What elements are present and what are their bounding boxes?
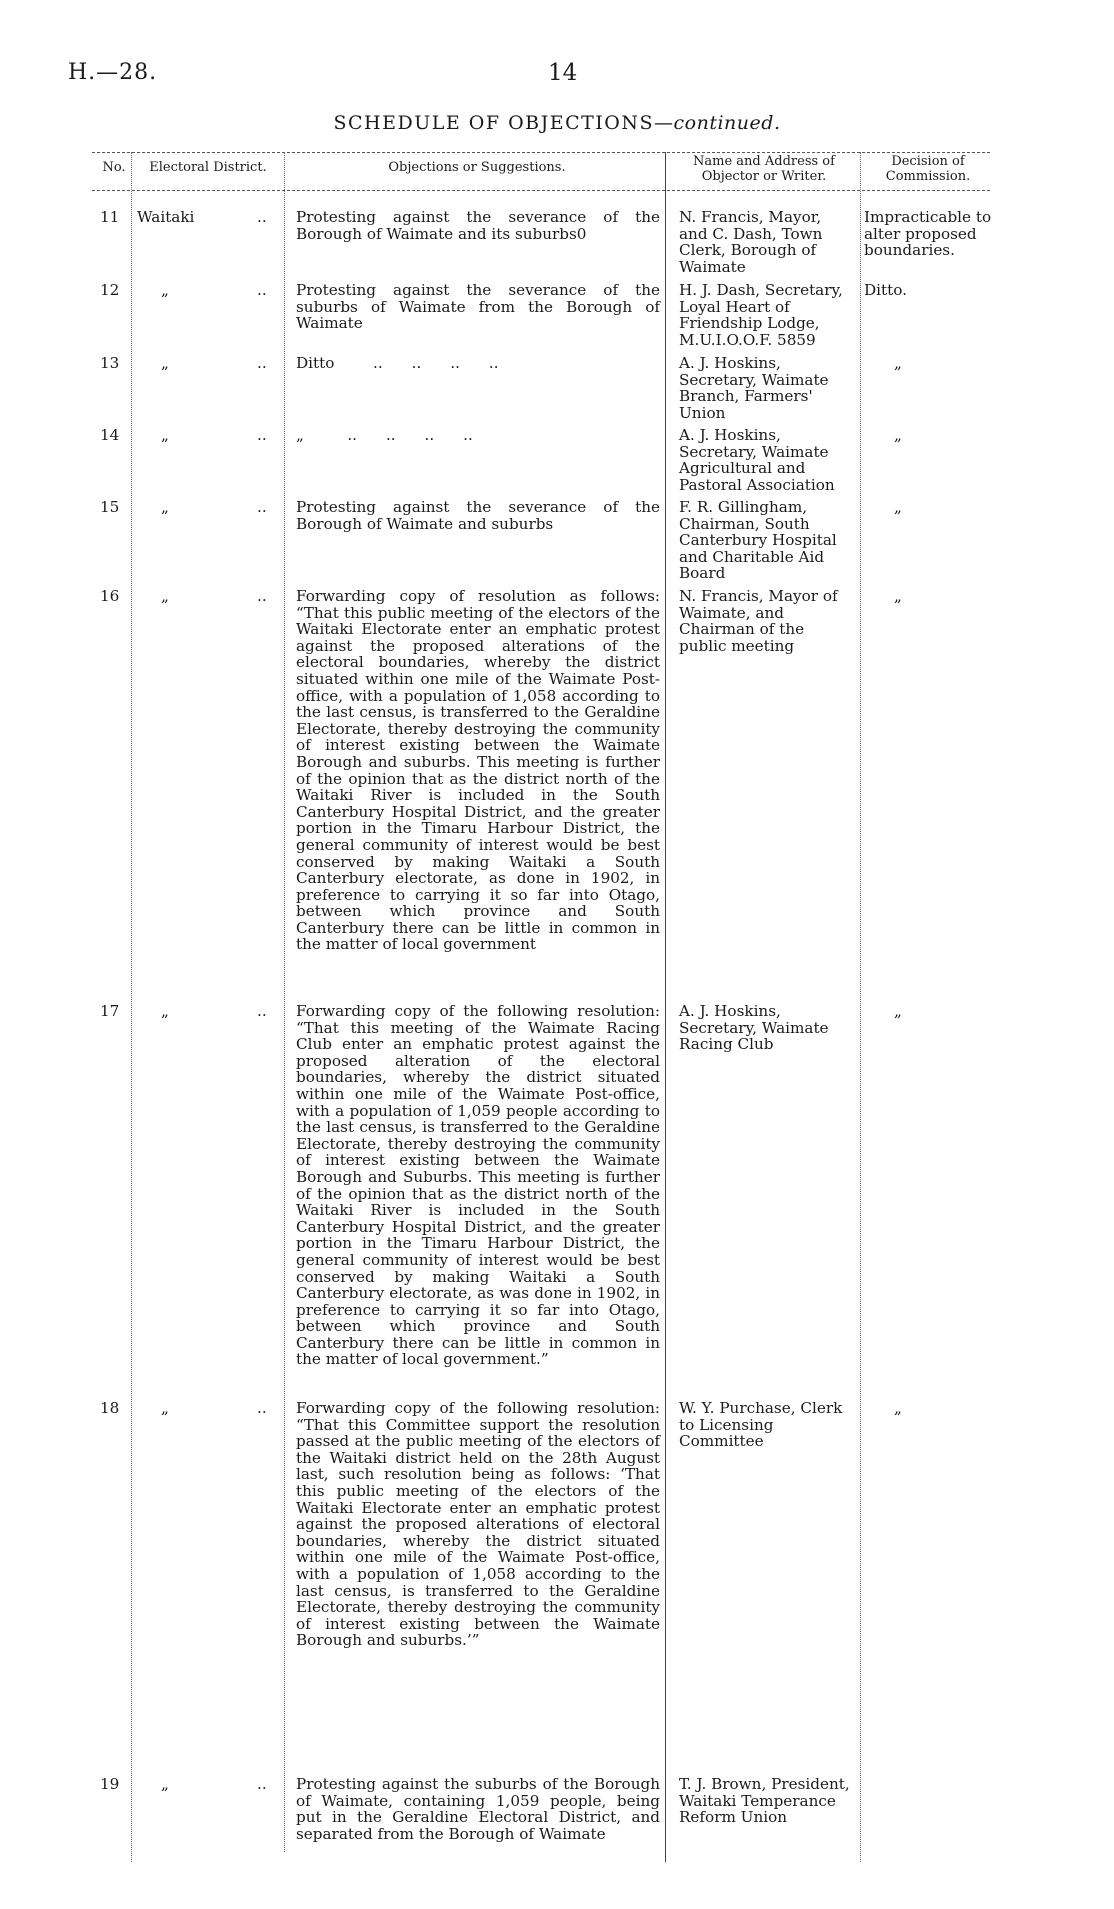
objector-name: A. J. Hoskins, Secretary, Waimate Racing Club — [679, 1002, 829, 1054]
row-number: 17 — [100, 1002, 120, 1020]
leader-dots: .. — [257, 354, 267, 372]
objector-name: T. J. Brown, President, Waitaki Temperance Reform Union — [679, 1775, 850, 1827]
objector-name: A. J. Hoskins, Secretary, Waimate Branch, Farmers' Union — [679, 354, 829, 422]
commission-decision: „ — [894, 498, 902, 516]
objector-name: N. Francis, Mayor, and C. Dash, Town Clerk, Borough of Waimate — [679, 208, 823, 276]
row-number: 12 — [100, 281, 120, 299]
column-header-name — [670, 154, 858, 184]
column-header-objections: Objections or Suggestions. — [388, 160, 566, 175]
row-number: 18 — [100, 1399, 120, 1417]
parliamentary-paper-reference: H.—28. — [68, 60, 158, 85]
leader-dots: .. — [257, 426, 267, 444]
column-rule-district — [284, 152, 285, 1852]
objection-text: Forwarding copy of the following resolution: “That this meeting of the Waimate Racing Club enter an emphatic protest against the proposed alteration of the electoral boundaries, whereby the district situated within one mile of the Waimate Post-office, with a population of 1,059 people according to the last census, is transferred to the Geraldine Electorate, thereby destroying the community of interest existing between the Waimate Borough and Suburbs. This meeting is further of the opinion that as the district north of the Waitaki River is included in the South Canterbury Hospital District, and the greater portion in the Timaru Harbour District, the general community of interest would be best conserved by making Waitaki a South Canterbury electorate, as was done in 1902, in preference to carrying it so far into Otago, between which province and South Canterbury there can be little in common in the matter of local government.” — [296, 1002, 660, 1369]
electoral-district: „ — [161, 587, 169, 605]
column-header-decision-line2: Commission. — [885, 169, 971, 184]
electoral-district: „ — [161, 281, 169, 299]
objection-text: „ .. .. .. .. — [296, 426, 473, 444]
column-header-decision — [868, 154, 988, 184]
column-rule-objections — [665, 152, 666, 1862]
column-header-no: No. — [102, 160, 126, 175]
electoral-district: „ — [161, 1399, 169, 1417]
header-top-rule — [92, 152, 990, 153]
objection-text: Ditto .. .. .. .. — [296, 354, 499, 372]
objection-text: Protesting against the severance of the suburbs of Waimate from the Borough of Waimate — [296, 281, 660, 333]
electoral-district: „ — [161, 498, 169, 516]
leader-dots: .. — [257, 1775, 267, 1793]
header-bottom-rule — [92, 190, 990, 191]
column-header-name-line1: Name and Address of — [693, 154, 835, 169]
objector-name: H. J. Dash, Secretary, Loyal Heart of Friendship Lodge, M.U.I.O.O.F. 5859 — [679, 281, 843, 349]
schedule-title-suffix: —continued. — [654, 112, 781, 134]
objection-text: Protesting against the severance of the Borough of Waimate and its suburbs0 — [296, 208, 660, 243]
page-number: 14 — [548, 60, 578, 86]
row-number: 13 — [100, 354, 120, 372]
leader-dots: .. — [257, 1002, 267, 1020]
objection-text: Forwarding copy of the following resolution: “That this Committee support the resolution passed at the public meeting of the electors of the Waitaki district held on the 28th August last, such resolution being as follows: ‘That this public meeting of the electors of the Waitaki Electorate enter an emphatic protest against the proposed alterations of electoral boundaries, whereby the district situated within one mile of the Waimate Post-office, with a population of 1,058 according to the last census, is transferred to the Geraldine Electorate, thereby destroying the community of interest existing between the Waimate Borough and suburbs.’” — [296, 1399, 660, 1650]
objector-name: N. Francis, Mayor of Waimate, and Chairman of the public meeting — [679, 587, 838, 655]
electoral-district: „ — [161, 1002, 169, 1020]
column-header-district: Electoral District. — [149, 160, 267, 175]
objection-text: Protesting against the severance of the Borough of Waimate and suburbs — [296, 498, 660, 533]
electoral-district: „ — [161, 1775, 169, 1793]
row-number: 14 — [100, 426, 120, 444]
leader-dots: .. — [257, 1399, 267, 1417]
row-number: 15 — [100, 498, 120, 516]
commission-decision: „ — [894, 426, 902, 444]
electoral-district: „ — [161, 426, 169, 444]
commission-decision: Impracticable to alter proposed boundaries. — [864, 208, 992, 260]
leader-dots: .. — [257, 498, 267, 516]
column-rule-no — [131, 152, 132, 1862]
objector-name: A. J. Hoskins, Secretary, Waimate Agricultural and Pastoral Association — [679, 426, 835, 494]
leader-dots: .. — [257, 587, 267, 605]
column-header-decision-line1: Decision of — [891, 154, 965, 169]
objector-name: F. R. Gillingham, Chairman, South Canterbury Hospital and Charitable Aid Board — [679, 498, 837, 583]
commission-decision: „ — [894, 1399, 902, 1417]
commission-decision: „ — [894, 587, 902, 605]
objection-text: Protesting against the suburbs of the Borough of Waimate, containing 1,059 people, being put in the Geraldine Electoral District, and separated from the Borough of Waimate — [296, 1775, 660, 1843]
schedule-title — [0, 112, 1114, 134]
leader-dots: .. — [257, 281, 267, 299]
electoral-district: Waitaki — [137, 208, 195, 226]
schedule-title-main: SCHEDULE OF OBJECTIONS — [333, 112, 655, 134]
commission-decision: Ditto. — [864, 281, 907, 299]
electoral-district: „ — [161, 354, 169, 372]
row-number: 19 — [100, 1775, 120, 1793]
objector-name: W. Y. Purchase, Clerk to Licensing Committee — [679, 1399, 843, 1451]
commission-decision: „ — [894, 1002, 902, 1020]
column-rule-name — [860, 152, 861, 1862]
row-number: 16 — [100, 587, 120, 605]
column-header-name-line2: Objector or Writer. — [701, 169, 827, 184]
commission-decision: „ — [894, 354, 902, 372]
leader-dots: .. — [257, 208, 267, 226]
objection-text: Forwarding copy of resolution as follows: “That this public meeting of the electors of the Waitaki Electorate enter an emphatic protest against the proposed alterations of the electoral boundaries, whereby the district situated within one mile of the Waimate Post-office, with a population of 1,058 according to the last census, is transferred to the Geraldine Electorate, thereby destroying the community of interest existing between the Waimate Borough and suburbs. This meeting is further of the opinion that as the district north of the Waitaki River is included in the South Canterbury Hospital District, and the greater portion in the Timaru Harbour District, the general community of interest would be best conserved by making Waitaki a South Canterbury electorate, as done in 1902, in preference to carrying it so far into Otago, between which province and South Canterbury there can be little in common in the matter of local government — [296, 587, 660, 954]
row-number: 11 — [100, 208, 120, 226]
